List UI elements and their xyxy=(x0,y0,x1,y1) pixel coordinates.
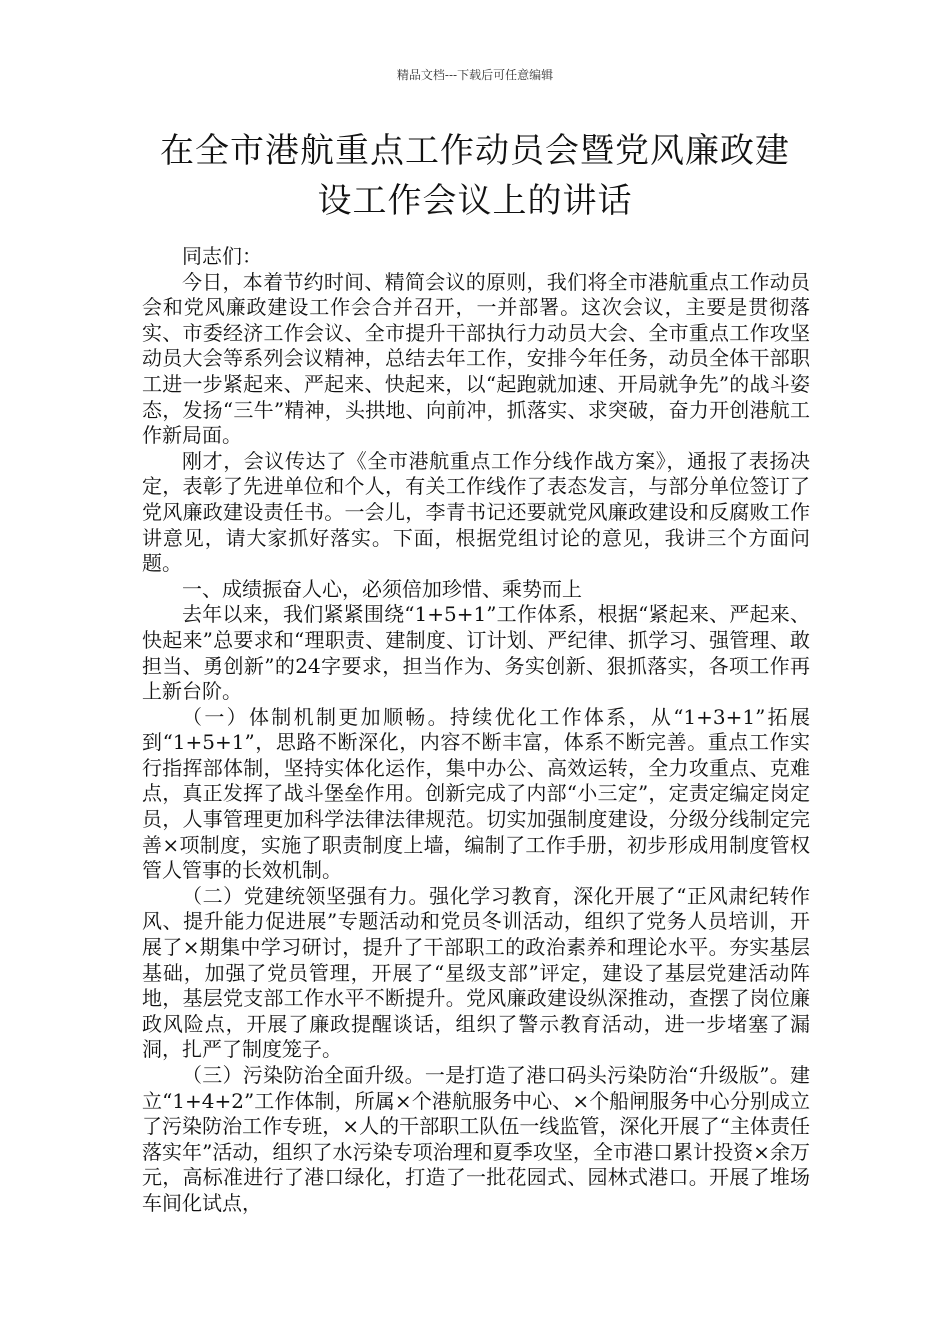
paragraph: （一）体制机制更加顺畅。持续优化工作体系，从“1+3+1”拓展到“1+5+1”，思路不断深化，内容不断丰富，体系不断完善。重点工作实行指挥部体制，坚持实体化运作，集中办公、高效运转，全力攻重点、克难点，真正发挥了战斗堡垒作用。创新完成了内部“小三定”，定责定编定岗定员，人事管理更加科学法律法律规范。切实加强制度建设，分级分线制定完善×项制度，实施了职责制度上墙，编制了工作手册，初步形成用制度管权管人管事的长效机制。 xyxy=(142,704,810,883)
document-body xyxy=(142,244,810,1217)
section-heading: 一、成绩振奋人心，必须倍加珍惜、乘势而上 xyxy=(182,576,582,601)
salutation: 同志们： xyxy=(182,244,262,268)
paragraph: （三）污染防治全面升级。一是打造了港口码头污染防治“升级版”。建立“1+4+2”工作体制，所属×个港航服务中心、×个船闸服务中心分别成立了污染防治工作专班，×人的干部职工队伍一线监管，深化开展了“主体责任落实年”活动，组织了水污染专项治理和夏季攻坚，全市港口累计投资×余万元，高标准进行了港口绿化，打造了一批花园式、园林式港口。开展了堆场车间化试点， xyxy=(142,1063,810,1215)
title-line-1: 在全市港航重点工作动员会暨党风廉政建 xyxy=(160,131,790,171)
paragraph: 今日，本着节约时间、精简会议的原则，我们将全市港航重点工作动员会和党风廉政建设工作会合并召开，一并部署。这次会议，主要是贯彻落实、市委经济工作会议、全市提升干部执行力动员大会、全市重点工作攻坚动员大会等系列会议精神，总结去年工作，安排今年任务，动员全体干部职工进一步紧起来、严起来、快起来，以“起跑就加速、开局就争先”的战斗姿态，发扬“三牛”精神，头拱地、向前冲，抓落实、求突破，奋力开创港航工作新局面。 xyxy=(142,269,810,448)
header-note: 精品文档---下载后可任意编辑 xyxy=(396,68,554,82)
title-line-2: 设工作会议上的讲话 xyxy=(317,181,633,221)
paragraph: 刚才，会议传达了《全市港航重点工作分线作战方案》，通报了表扬决定，表彰了先进单位和个人，有关工作线作了表态发言，与部分单位签订了党风廉政建设责任书。一会儿，李青书记还要就党风廉政建设和反腐败工作讲意见，请大家抓好落实。下面，根据党组讨论的意见，我讲三个方面问题。 xyxy=(142,448,810,576)
document-title xyxy=(143,126,807,226)
paragraph: （二）党建统领坚强有力。强化学习教育，深化开展了“正风肃纪转作风、提升能力促进展”专题活动和党员冬训活动，组织了党务人员培训，开展了×期集中学习研讨，提升了干部职工的政治素养和理论水平。夯实基层基础，加强了党员管理，开展了“星级支部”评定，建设了基层党建活动阵地，基层党支部工作水平不断提升。党风廉政建设纵深推动，查摆了岗位廉政风险点，开展了廉政提醒谈话，组织了警示教育活动，进一步堵塞了漏洞，扎严了制度笼子。 xyxy=(142,883,810,1062)
paragraph: 去年以来，我们紧紧围绕“1+5+1”工作体系，根据“紧起来、严起来、快起来”总要求和“理职责、建制度、订计划、严纪律、抓学习、强管理、敢担当、勇创新”的24字要求，担当作为、务实创新、狠抓落实，各项工作再上新台阶。 xyxy=(142,602,810,704)
